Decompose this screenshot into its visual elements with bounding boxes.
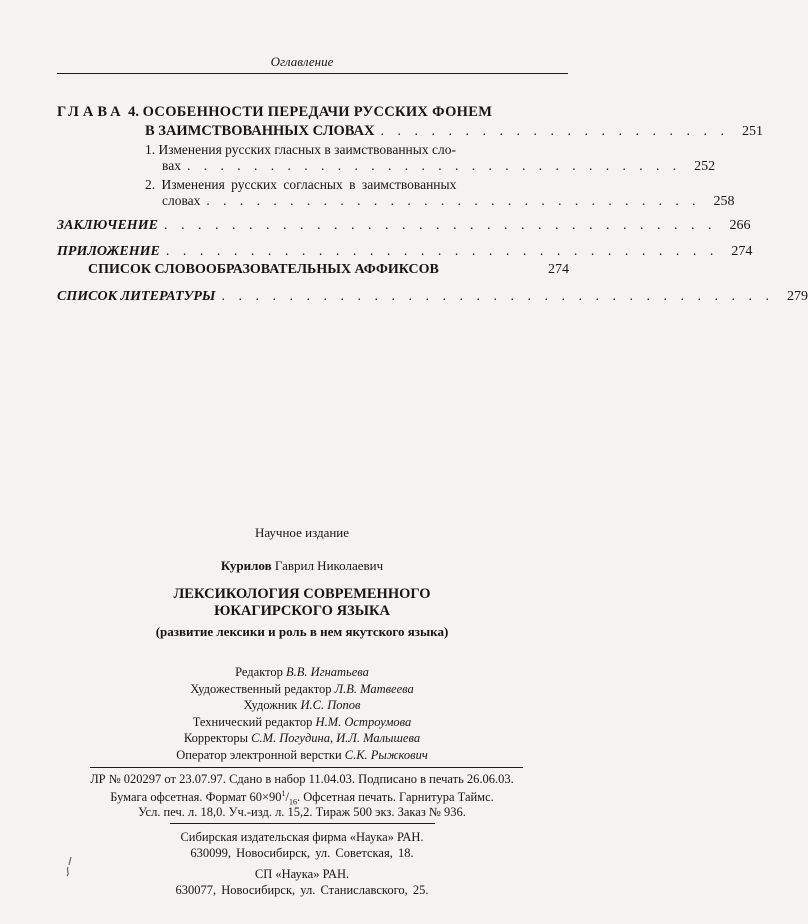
print-format-prefix: Бумага офсетная. Формат 60×90 bbox=[110, 790, 282, 805]
page-number: 274 bbox=[731, 244, 753, 259]
credit-layout-operator bbox=[0, 748, 604, 763]
leader-dots: . . . . . . . . . . . . . . . . . . . . . . . . . . . . . . . . . bbox=[163, 218, 717, 233]
toc-entry-references[interactable] bbox=[57, 289, 808, 305]
section-2-line2: словах bbox=[162, 193, 201, 208]
credit-name: С.К. Рыжкович bbox=[344, 748, 428, 762]
affixes-label: СПИСОК СЛОВООБРАЗОВАТЕЛЬНЫХ АФФИКСОВ bbox=[88, 262, 439, 277]
author-name: Гаврил Николаевич bbox=[274, 558, 384, 573]
leader-dots: . . . . . . . . . . . . . . . . . . . . . . . . . . . . . . bbox=[206, 193, 701, 208]
credit-role: Оператор электронной верстки bbox=[176, 748, 342, 762]
print-line-2: Бумага офсетная. Формат $60\times 90^1/_{16}$. Офсетная печать. Гарнитура Таймс. bbox=[110, 789, 494, 807]
print-line-3: Усл. печ. л. 18,0. Уч.-изд. л. 15,2. Тираж 500 экз. Заказ № 936. bbox=[138, 805, 466, 819]
page-number: 266 bbox=[729, 218, 751, 233]
page-number: 279 bbox=[786, 289, 808, 304]
toc-entry-affixes[interactable] bbox=[88, 262, 569, 278]
chapter-title-line2: В ЗАИМСТВОВАННЫХ СЛОВАХ bbox=[145, 123, 375, 139]
chapter-prefix: ГЛАВА bbox=[57, 104, 125, 120]
credit-tech-editor bbox=[0, 715, 604, 730]
credit-correctors bbox=[0, 731, 604, 746]
chapter-title-line1: ОСОБЕННОСТИ ПЕРЕДАЧИ РУССКИХ ФОНЕМ bbox=[142, 104, 493, 120]
page-number: 258 bbox=[713, 194, 735, 209]
page-number: 274 bbox=[548, 262, 569, 277]
book-title-line1: ЛЕКСИКОЛОГИЯ СОВРЕМЕННОГО bbox=[173, 586, 431, 602]
margin-pencil-mark bbox=[62, 855, 76, 882]
section-1-line2: вах bbox=[162, 158, 181, 173]
toc-entry-section-2[interactable] bbox=[162, 193, 735, 210]
publisher-2-line1: СП «Наука» РАН. bbox=[254, 867, 350, 881]
credit-name: Л.В. Матвеева bbox=[334, 682, 414, 696]
credit-art-editor bbox=[0, 682, 604, 697]
edition-type: Научное издание bbox=[254, 525, 350, 540]
credit-role: Художник bbox=[243, 698, 298, 712]
book-title-line2: ЮКАГИРСКОГО ЯЗЫКА bbox=[214, 603, 390, 619]
leader-dots: . . . . . . . . . . . . . . . . . . . . . . . . . . . . . . bbox=[186, 158, 682, 173]
header-rule bbox=[57, 73, 568, 74]
credit-name: С.М. Погудина, И.Л. Малышева bbox=[251, 731, 421, 745]
toc-entry-conclusion[interactable] bbox=[57, 218, 751, 234]
publisher-1-line1: Сибирская издательская фирма «Наука» РАН. bbox=[180, 830, 424, 844]
toc-entry-chapter4[interactable] bbox=[145, 123, 763, 140]
appendix-label: ПРИЛОЖЕНИЕ bbox=[57, 244, 160, 259]
running-head: Оглавление bbox=[270, 54, 334, 69]
chapter-heading-line1 bbox=[57, 104, 492, 121]
section-2-line1: 2. Изменения русских согласных в заимствованных bbox=[145, 177, 457, 192]
leader-dots: . . . . . . . . . . . . . . . . . . . . . . . . . . . . . . . . . bbox=[221, 289, 774, 304]
format-denominator: 16 bbox=[289, 797, 297, 807]
credit-role: Корректоры bbox=[183, 731, 249, 745]
author bbox=[0, 558, 604, 574]
credit-name: В.В. Игнатьева bbox=[286, 665, 369, 679]
credit-name: Н.М. Остроумова bbox=[315, 715, 412, 729]
colophon-rule-bottom bbox=[170, 823, 435, 824]
credit-editor bbox=[0, 665, 604, 680]
toc-entry-section-1[interactable] bbox=[162, 158, 716, 175]
print-format-suffix: . Офсетная печать. Гарнитура Таймс. bbox=[297, 790, 494, 805]
chapter-number: 4. bbox=[128, 104, 140, 120]
colophon-rule-top bbox=[90, 767, 523, 768]
leader-dots: . . . . . . . . . . . . . . . . . . . . . bbox=[380, 124, 729, 139]
format-numerator: 1 bbox=[281, 789, 286, 798]
page-number: 251 bbox=[742, 124, 763, 139]
author-surname: Курилов bbox=[220, 558, 272, 573]
references-label: СПИСОК ЛИТЕРАТУРЫ bbox=[57, 289, 216, 304]
publisher-1-line2: 630099, Новосибирск, ул. Советская, 18. bbox=[190, 846, 414, 860]
conclusion-label: ЗАКЛЮЧЕНИЕ bbox=[57, 218, 158, 233]
credit-name: И.С. Попов bbox=[300, 698, 361, 712]
credit-role: Технический редактор bbox=[192, 715, 313, 729]
leader-dots: . . . . . . . . . . . . . . . . . . . . . . . . . . . . . . . . . bbox=[165, 244, 719, 259]
page-number: 252 bbox=[694, 159, 716, 174]
publisher-2-line2: 630077, Новосибирск, ул. Станиславского, 25. bbox=[175, 883, 429, 897]
print-line-1: ЛР № 020297 от 23.07.97. Сдано в набор 11.04.03. Подписано в печать 26.06.03. bbox=[90, 772, 514, 786]
book-subtitle: (развитие лексики и роль в нем якутского языка) bbox=[155, 624, 449, 639]
section-1-line1: 1. Изменения русских гласных в заимствованных сло- bbox=[145, 142, 456, 157]
credit-artist bbox=[0, 698, 604, 713]
toc-entry-appendix[interactable] bbox=[57, 244, 753, 260]
credit-role: Редактор bbox=[235, 665, 283, 679]
credit-role: Художественный редактор bbox=[190, 682, 332, 696]
